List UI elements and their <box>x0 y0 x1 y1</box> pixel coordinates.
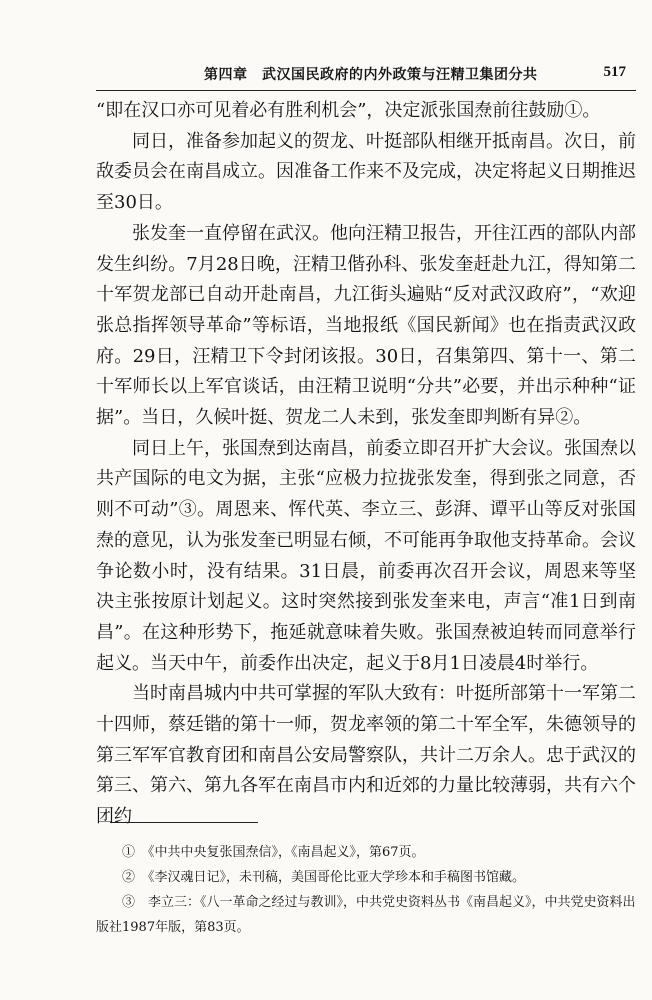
footnote: ③ 李立三：《八一革命之经过与教训》，中共党史资料丛书《南昌起义》，中共党史资料出版社1987年版，第83页。 <box>96 895 636 935</box>
paragraph: 同日上午，张国焘到达南昌，前委立即召开扩大会议。张国焘以共产国际的电文为据，主张“应极力拉拢张发奎，得到张之同意，否则不可动”③。周恩来、恽代英、李立三、彭湃、谭平山等反对张国焘的意见，认为张发奎已明显右倾，不可能再争取他支持革命。会议争论数小时，没有结果。31日晨，前委再次召开会议，周恩来等坚决主张按原计划起义。这时突然接到张发奎来电，声言“准1日到南昌”。在这种形势下，拖延就意味着失败。张国焘被迫转而同意举行起义。当天中午，前委作出决定，起义于8月1日凌晨4时举行。 <box>96 437 636 674</box>
body-text <box>96 96 636 833</box>
running-header <box>96 64 636 90</box>
footnote: ② 《李汉魂日记》，未刊稿，美国哥伦比亚大学珍本和手稿图书馆藏。 <box>122 870 526 885</box>
chapter-title: 第四章 武汉国民政府的内外政策与汪精卫集团分共 <box>204 67 538 83</box>
footnote-rule <box>110 822 258 823</box>
page-number: 517 <box>603 64 626 80</box>
paragraph: 张发奎一直停留在武汉。他向汪精卫报告，开往江西的部队内部发生纠纷。7月28日晚，汪精卫偕孙科、张发奎赶赴九江，得知第二十军贺龙部已自动开赴南昌，九江街头遍贴“反对武汉政府”，“欢迎张总指挥领导革命”等标语，当地报纸《国民新闻》也在指责武汉政府。29日，汪精卫下令封闭该报。30日，召集第四、第十一、第二十军师长以上军官谈话，由汪精卫说明“分共”必要，并出示种种“证据”。当日，久候叶挺、贺龙二人未到，张发奎即判断有异②。 <box>96 222 636 429</box>
paragraph: “即在汉口亦可见着必有胜利机会”，决定派张国焘前往鼓励①。 <box>96 100 601 121</box>
footnotes <box>96 840 636 940</box>
paragraph: 当时南昌城内中共可掌握的军队大致有：叶挺所部第十一军第二十四师，蔡廷锴的第十一师，贺龙率领的第二十军全军，朱德领导的第三军军官教育团和南昌公安局警察队，共计二万余人。忠于武汉的第三、第六、第九各军在南昌市内和近郊的力量比较薄弱，共有六个团约 <box>96 683 636 828</box>
paragraph: 同日，准备参加起义的贺龙、叶挺部队相继开抵南昌。次日，前敌委员会在南昌成立。因准备工作来不及完成，决定将起义日期推迟至30日。 <box>96 130 636 214</box>
footnote: ① 《中共中央复张国焘信》，《南昌起义》，第67页。 <box>122 845 425 860</box>
header-rule <box>96 90 636 91</box>
